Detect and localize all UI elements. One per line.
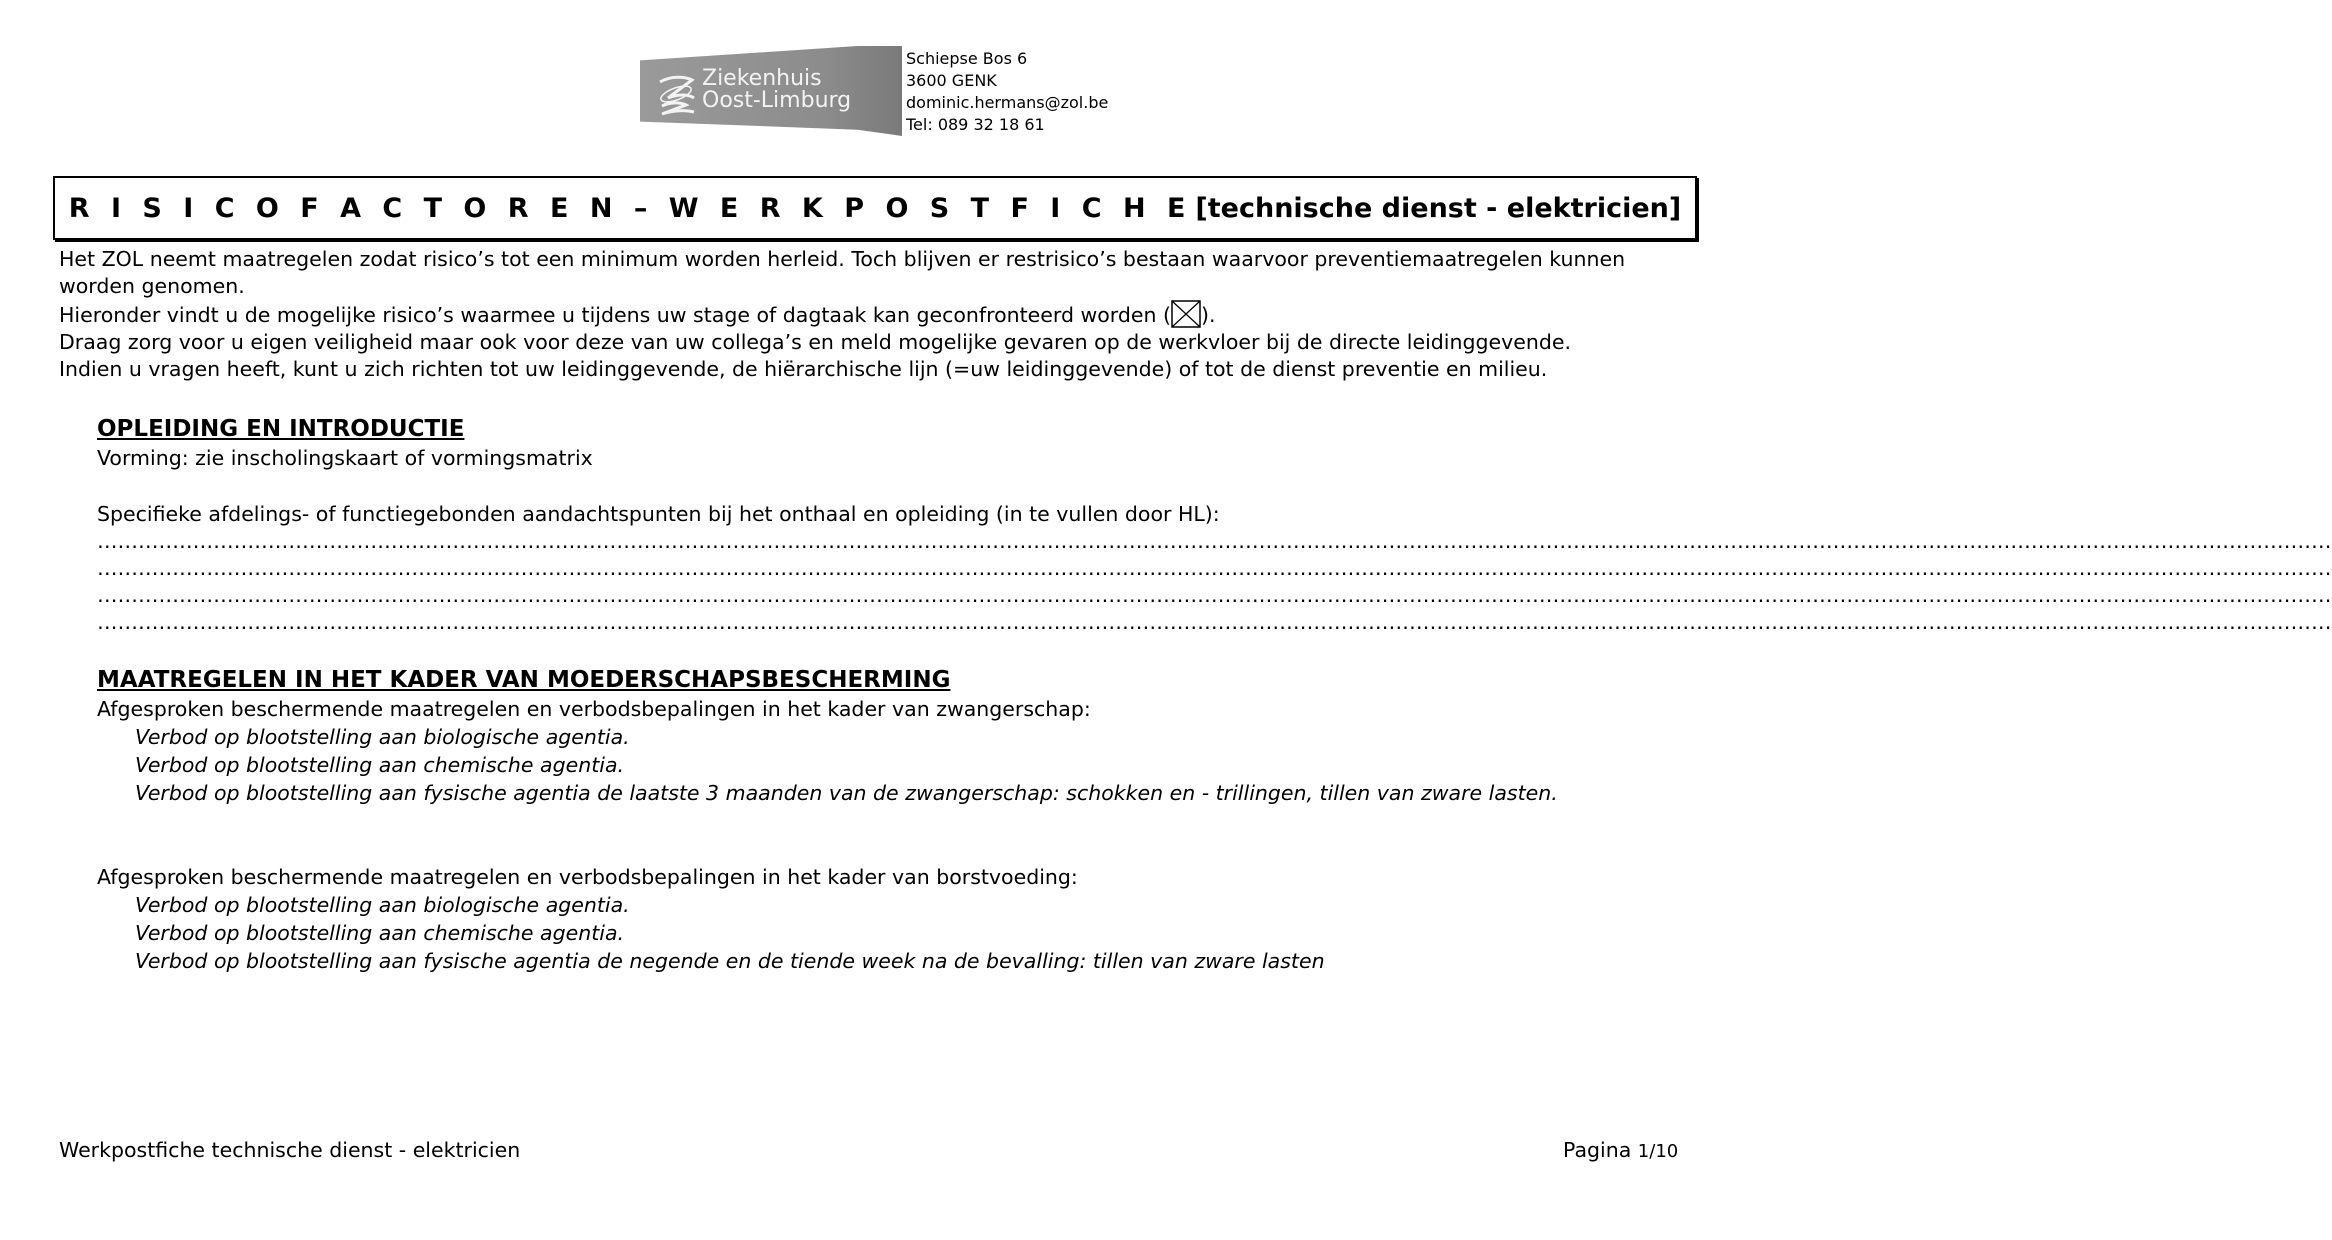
vorming-text: Vorming: zie inscholingskaart of vormingsmatrix bbox=[97, 446, 593, 470]
intro-paragraph-4: Indien u vragen heeft, kunt u zich richten tot uw leidinggevende, de hiërarchische lijn (=uw leidinggevende) of tot de dienst preventie en milieu. bbox=[59, 357, 1548, 381]
intro-paragraph-2-end: ). bbox=[1201, 303, 1216, 327]
intro-paragraph-2 bbox=[59, 300, 1699, 329]
page-title bbox=[53, 176, 1697, 240]
intro-text bbox=[59, 246, 1699, 383]
spacer bbox=[97, 472, 1697, 500]
section-moederschap-heading: MAATREGELEN IN HET KADER VAN MOEDERSCHAPSBESCHERMING bbox=[97, 667, 951, 693]
address-city: 3600 GENK bbox=[906, 71, 997, 90]
intro-paragraph-3: Draag zorg voor u eigen veiligheid maar ook voor deze van uw collega’s en meld mogelijke gevaren op de werkvloer bij de directe leidinggevende. bbox=[59, 330, 1571, 354]
title-suffix: [technische dienst - elektricien] bbox=[1195, 192, 1682, 224]
zwangerschap-item: Verbod op blootstelling aan chemische agentia. bbox=[135, 753, 625, 777]
zwangerschap-item: Verbod op blootstelling aan fysische agentia de laatste 3 maanden van de zwangerschap: schokken en - trillingen, tillen van zware lasten. bbox=[135, 781, 1558, 805]
borstvoeding-item: Verbod op blootstelling aan biologische agentia. bbox=[135, 893, 630, 917]
spacer bbox=[97, 807, 1697, 863]
section-opleiding bbox=[97, 414, 2332, 636]
page-number: 1/10 bbox=[1637, 1141, 1679, 1162]
zwangerschap-item: Verbod op blootstelling aan biologische agentia. bbox=[135, 725, 630, 749]
fill-in-line-3[interactable]: ………………………………………………………………………………………………………………………………………………………………………………………………………………………………………………………………………………………………… bbox=[97, 583, 2332, 607]
section-moederschap bbox=[97, 665, 1697, 975]
logo-text bbox=[702, 68, 852, 112]
borstvoeding-intro: Afgesproken beschermende maatregelen en verbodsbepalingen in het kader van borstvoeding: bbox=[97, 865, 1078, 889]
intro-paragraph-1: Het ZOL neemt maatregelen zodat risico’s tot een minimum worden herleid. Toch blijven er restrisico’s bestaan waarvoor preventiemaatregelen kunnen worden genomen. bbox=[59, 247, 1626, 298]
fill-in-line-4[interactable]: ………………………………………………………………………………………………………………………………………………………………………………………………………………………………………………………………………………………………… bbox=[97, 610, 2332, 634]
borstvoeding-item: Verbod op blootstelling aan fysische agentia de negende en de tiende week na de bevalling: tillen van zware lasten bbox=[135, 949, 1325, 973]
address-street: Schiepse Bos 6 bbox=[906, 49, 1028, 68]
fill-in-line-1[interactable]: ………………………………………………………………………………………………………………………………………………………………………………………………………………………………………………………………………………………………… bbox=[97, 529, 2332, 553]
address-email: dominic.hermans@zol.be bbox=[906, 93, 1109, 112]
logo-line-1: Ziekenhuis bbox=[702, 66, 822, 91]
intro-paragraph-2-text: Hieronder vindt u de mogelijke risico’s waarmee u tijdens uw stage of dagtaak kan geconfronteerd worden ( bbox=[59, 303, 1172, 327]
borstvoeding-item: Verbod op blootstelling aan chemische agentia. bbox=[135, 921, 625, 945]
zwangerschap-intro: Afgesproken beschermende maatregelen en verbodsbepalingen in het kader van zwangerschap: bbox=[97, 697, 1091, 721]
footer-page-number bbox=[1563, 1138, 1678, 1162]
hospital-logo bbox=[640, 44, 902, 138]
section-opleiding-heading: OPLEIDING EN INTRODUCTIE bbox=[97, 416, 465, 442]
fill-in-line-2[interactable]: ………………………………………………………………………………………………………………………………………………………………………………………………………………………………………………………………………………………………… bbox=[97, 556, 2332, 580]
page-label: Pagina bbox=[1563, 1138, 1638, 1162]
address-block bbox=[906, 48, 1108, 136]
footer-document-name: Werkpostfiche technische dienst - elektricien bbox=[59, 1138, 521, 1162]
address-phone: Tel: 089 32 18 61 bbox=[906, 115, 1045, 134]
zol-swoosh-logo-icon bbox=[654, 72, 700, 118]
title-main: R I S I C O F A C T O R E N – W E R K P O S T F I C H E bbox=[68, 192, 1192, 224]
specifiek-text: Specifieke afdelings- of functiegebonden aandachtspunten bij het onthaal en opleiding (in te vullen door HL): bbox=[97, 502, 1220, 526]
checked-box-icon bbox=[1171, 300, 1201, 328]
logo-line-2: Oost-Limburg bbox=[702, 88, 852, 113]
